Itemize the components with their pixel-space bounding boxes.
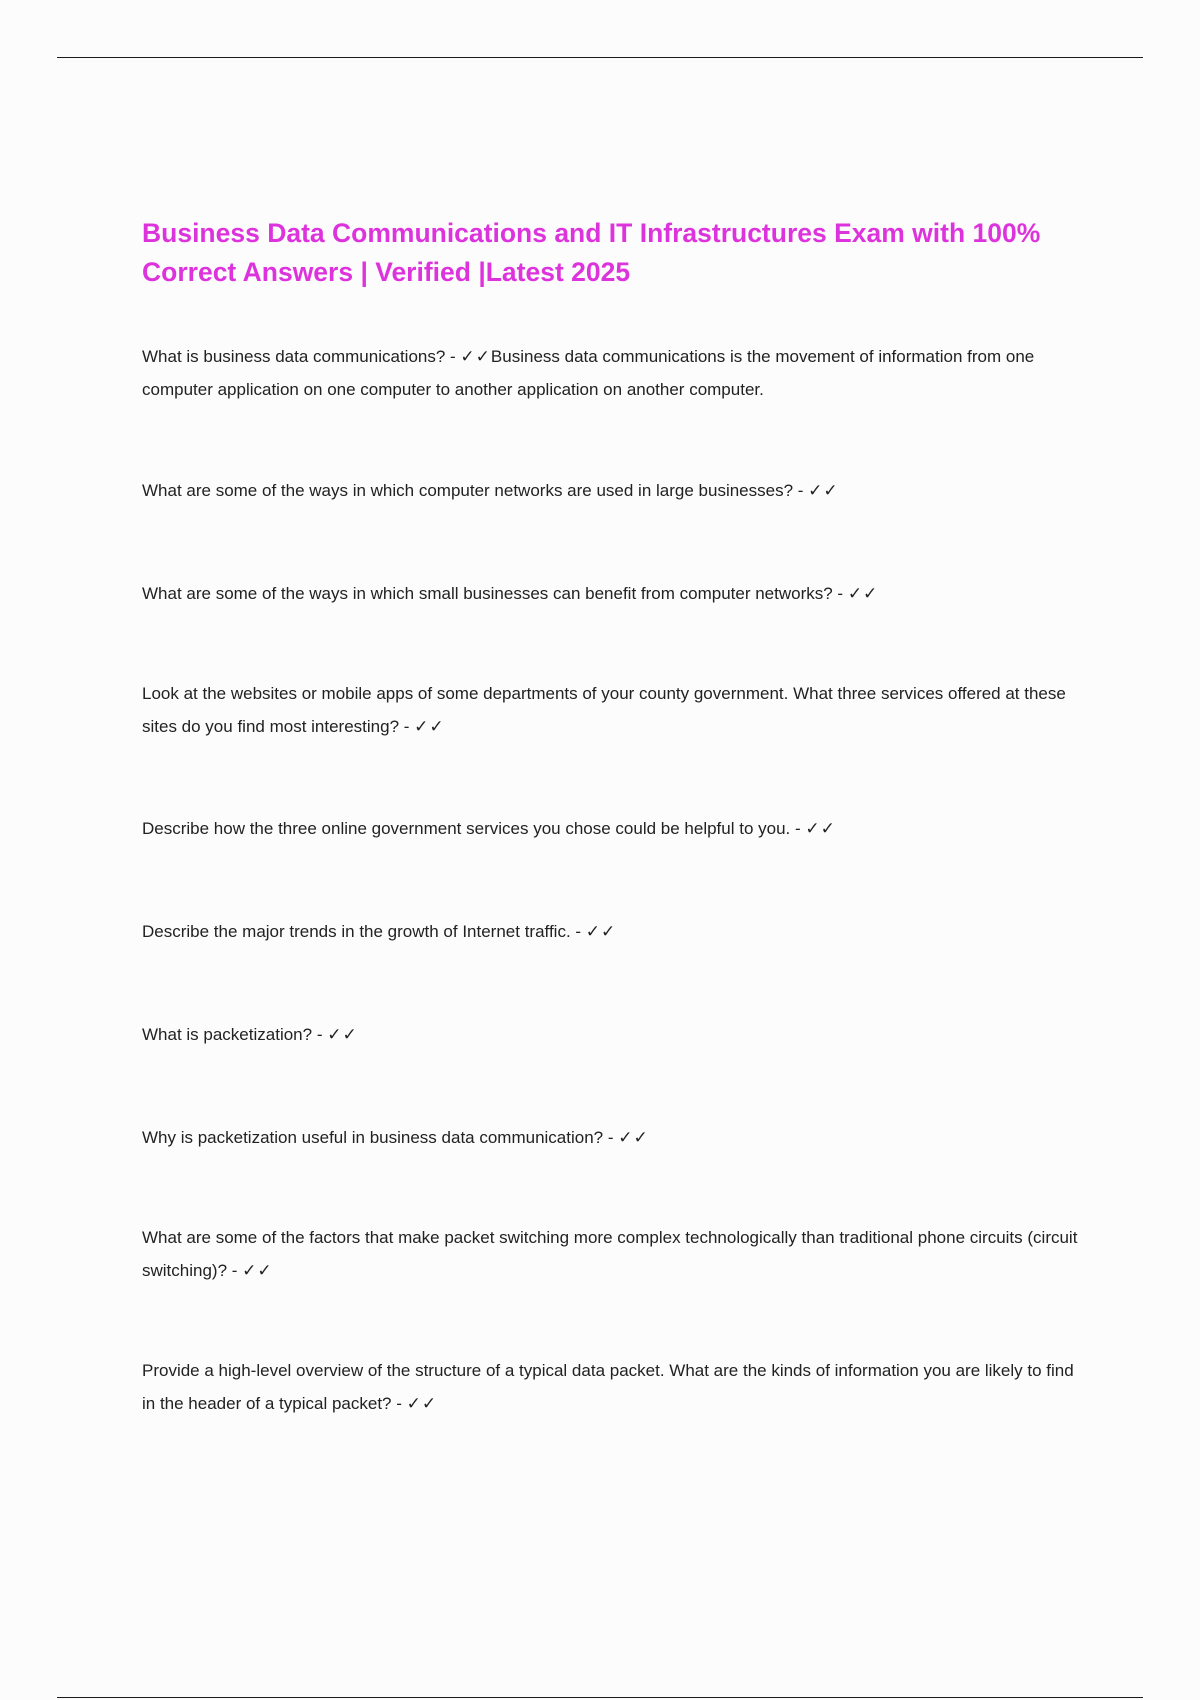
check-icon: ✓✓ (242, 1261, 273, 1280)
check-icon: ✓✓ (618, 1128, 649, 1147)
qa-item-7 (142, 1018, 1082, 1051)
check-icon: ✓✓ (460, 347, 491, 366)
question-text: What is business data communications? (142, 347, 446, 366)
qa-item-5 (142, 812, 1082, 845)
top-rule (57, 57, 1143, 58)
qa-item-3 (142, 577, 1082, 610)
question-text: Provide a high-level overview of the structure of a typical data packet. What are the kinds of information you are likely to find in the header of a typical packet? (142, 1361, 1074, 1413)
check-icon: ✓✓ (805, 819, 836, 838)
question-text: Describe how the three online government services you chose could be helpful to you. (142, 819, 791, 838)
separator: - (399, 717, 415, 736)
qa-item-1 (142, 340, 1082, 406)
separator: - (391, 1394, 407, 1413)
question-text: What are some of the factors that make packet switching more complex technologically than traditional phone circuits (circuit switching)? (142, 1228, 1078, 1280)
separator: - (570, 922, 586, 941)
document-title: Business Data Communications and IT Infrastructures Exam with 100% Correct Answers | Verified |Latest 2025 (142, 218, 1041, 287)
qa-item-8 (142, 1121, 1082, 1154)
check-icon: ✓✓ (406, 1394, 438, 1413)
question-text: What are some of the ways in which small businesses can benefit from computer networks? (142, 584, 833, 603)
separator: - (227, 1261, 243, 1280)
qa-item-10 (142, 1354, 1082, 1420)
check-icon: ✓✓ (585, 922, 617, 941)
question-text: Look at the websites or mobile apps of some departments of your county government. What three services offered at these sites do you find most interesting? (142, 684, 1066, 736)
separator: - (312, 1025, 328, 1044)
check-icon: ✓✓ (847, 584, 879, 603)
bottom-rule (57, 1697, 1143, 1698)
qa-item-4 (142, 677, 1082, 743)
qa-item-2 (142, 474, 1082, 507)
separator: - (832, 584, 848, 603)
question-text: What are some of the ways in which computer networks are used in large businesses? (142, 481, 794, 500)
check-icon: ✓✓ (414, 717, 445, 736)
qa-item-6 (142, 915, 1082, 948)
separator: - (793, 481, 809, 500)
separator: - (603, 1128, 619, 1147)
separator: - (445, 347, 461, 366)
check-icon: ✓✓ (327, 1025, 358, 1044)
separator: - (790, 819, 806, 838)
check-icon: ✓✓ (808, 481, 839, 500)
question-text: Describe the major trends in the growth of Internet traffic. (142, 922, 571, 941)
answer-text: Business data communications is the movement of information from one computer application on one computer to another application on another computer. (142, 347, 1035, 399)
question-text: What is packetization? (142, 1025, 313, 1044)
question-text: Why is packetization useful in business data communication? (142, 1128, 604, 1147)
qa-item-9 (142, 1221, 1082, 1287)
